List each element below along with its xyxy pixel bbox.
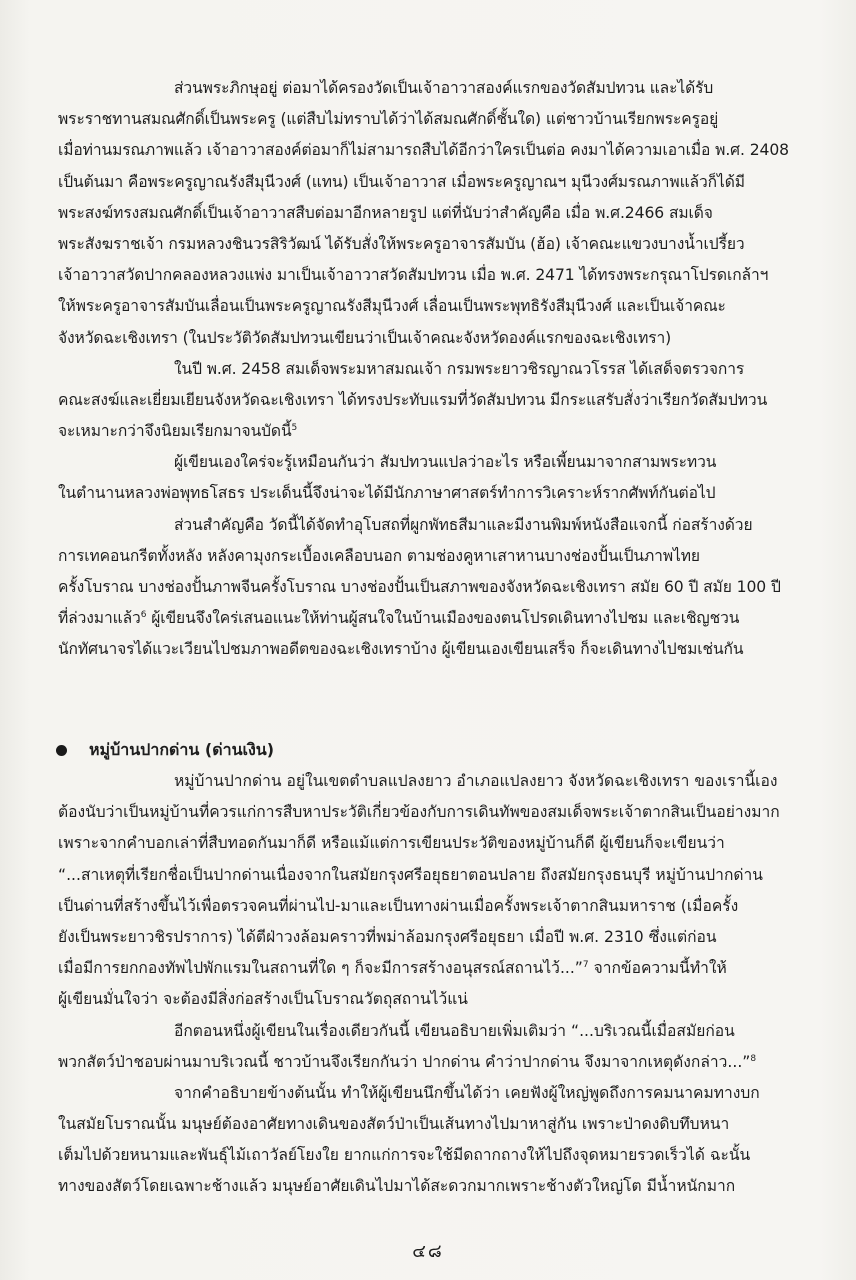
footnote-marker: 6 xyxy=(140,610,147,621)
line-text: ทางของสัตว์โดยเฉพาะช้างแล้ว มนุษย์อาศัยเดินไปมาได้สะดวกมากเพราะช้างตัวใหญ่โต มีน้ำหนักมาก xyxy=(58,1177,736,1196)
body-text-bottom xyxy=(58,766,828,1203)
line-text: ผู้เขียนมั่นใจว่า จะต้องมีสิ่งก่อสร้างเป็นโบราณวัตถุสถานไว้แน่ xyxy=(58,990,468,1009)
text-line xyxy=(58,229,828,260)
text-line xyxy=(58,104,828,135)
footnote-marker: 8 xyxy=(750,1053,757,1064)
line-text: การเทคอนกรีตทั้งหลัง หลังคามุงกระเบื้องเคลือบนอก ตามช่องคูหาเสาหานบางช่องปั้นเป็นภาพไทย xyxy=(58,546,700,565)
text-line xyxy=(58,385,828,416)
line-text: พระราชทานสมณศักดิ์เป็นพระครู (แต่สืบไม่ทราบได้ว่าได้สมณศักดิ์ชั้นใด) แต่ชาวบ้านเรียกพระครูอยู่ xyxy=(58,110,719,129)
line-text: “...สาเหตุที่เรียกชื่อเป็นปากด่านเนื่องจากในสมัยกรุงศรีอยุธยาตอนปลาย ถึงสมัยกรุงธนบุรี หมู่บ้านปากด่าน xyxy=(58,865,763,884)
line-text: เมื่อท่านมรณภาพแล้ว เจ้าอาวาสองค์ต่อมาก็ไม่สามารถสืบได้อีกว่าใครเป็นต่อ คงมาได้ความเอาเมื่อ พ.ศ. 2408 xyxy=(58,141,789,160)
text-line xyxy=(58,167,828,198)
text-line xyxy=(58,922,828,953)
text-line xyxy=(58,447,828,478)
text-line xyxy=(58,291,828,322)
line-text: ผู้เขียนเองใคร่จะรู้เหมือนกันว่า สัมปทวนแปลว่าอะไร หรือเพี้ยนมาจากสามพระทวน xyxy=(174,453,717,472)
text-line xyxy=(58,953,828,984)
text-line xyxy=(58,1016,828,1047)
line-text: จากคำอธิบายข้างต้นนั้น ทำให้ผู้เขียนนึกขึ้นได้ว่า เคยฟังผู้ใหญ่พูดถึงการคมนาคมทางบก xyxy=(174,1083,760,1102)
line-text: จะเหมาะกว่าจึงนิยมเรียกมาจนบัดนี้ xyxy=(58,422,292,441)
text-line xyxy=(58,510,828,541)
page-number: ๔๘ xyxy=(412,1241,444,1262)
bullet-icon xyxy=(56,745,67,756)
line-text: นักทัศนาจรได้แวะเวียนไปชมภาพอดีตของฉะเชิงเทราบ้าง ผู้เขียนเองเขียนเสร็จ ก็จะเดินทางไปชมเช่นกัน xyxy=(58,640,744,659)
text-line xyxy=(58,260,828,291)
line-text: เพราะจากคำบอกเล่าที่สืบทอดกันมาก็ดี หรือแม้แต่การเขียนประวัติของหมู่บ้านก็ดี ผู้เขียนก็จะเขียนว่า xyxy=(58,834,725,853)
line-text: ให้พระครูอาจารสัมบันเลื่อนเป็นพระครูญาณรังสีมุนีวงศ์ เลื่อนเป็นพระพุทธิรังสีมุนีวงศ์ และเป็นเจ้าคณะ xyxy=(58,297,726,316)
text-line xyxy=(58,1078,828,1109)
text-line xyxy=(58,634,828,665)
body-text-top xyxy=(58,73,828,666)
line-text: คณะสงฆ์และเยี่ยมเยียนจังหวัดฉะเชิงเทรา ได้ทรงประทับแรมที่วัดสัมปทวน มีกระแสรับสั่งว่าเรียกวัดสัมปทวน xyxy=(58,390,768,409)
text-line xyxy=(58,198,828,229)
footnote-marker: 5 xyxy=(291,423,298,434)
line-text: เจ้าอาวาสวัดปากคลองหลวงแพ่ง มาเป็นเจ้าอาวาสวัดสัมปทวน เมื่อ พ.ศ. 2471 ได้ทรงพระกรุณาโปรดเกล้าฯ xyxy=(58,266,769,285)
text-line xyxy=(58,541,828,572)
section-heading-row xyxy=(52,735,812,765)
text-line xyxy=(58,135,828,166)
line-text: ต้องนับว่าเป็นหมู่บ้านที่ควรแก่การสืบหาประวัติเกี่ยวข้องกับการเดินทัพของสมเด็จพระเจ้าตากสินเป็นอย่างมาก xyxy=(58,803,780,822)
line-text: ในสมัยโบราณนั้น มนุษย์ต้องอาศัยทางเดินของสัตว์ป่าเป็นเส้นทางไปมาหาสู่กัน เพราะป่าดงดิบทึบหนา xyxy=(58,1115,730,1134)
line-text: เป็นต้นมา คือพระครูญาณรังสีมุนีวงศ์ (แทน) เป็นเจ้าอาวาส เมื่อพระครูญาณฯ มุนีวงศ์มรณภาพแล้วก็ได้มี xyxy=(58,172,745,191)
text-line xyxy=(58,1047,828,1078)
text-line xyxy=(58,416,828,447)
line-text: ส่วนพระภิกษุอยู่ ต่อมาได้ครองวัดเป็นเจ้าอาวาสองค์แรกของวัดสัมปทวน และได้รับ xyxy=(174,79,714,97)
line-text-continued: ผู้เขียนจึงใคร่เสนอแนะให้ท่านผู้สนใจในบ้านเมืองของตนโปรดเดินทางไปชม และเชิญชวน xyxy=(146,609,740,628)
line-text: ส่วนสำคัญคือ วัดนี้ได้จัดทำอุโบสถที่ผูกพัทธสีมาและมีงานพิมพ์หนังสือแจกนี้ ก่อสร้างด้วย xyxy=(174,515,753,534)
text-line xyxy=(58,891,828,922)
line-text: ในปี พ.ศ. 2458 สมเด็จพระมหาสมณเจ้า กรมพระยาวชิรญาณวโรรส ได้เสด็จตรวจการ xyxy=(174,359,745,378)
text-line xyxy=(58,572,828,603)
text-line xyxy=(58,478,828,509)
text-line xyxy=(58,1171,828,1202)
footnote-marker: 7 xyxy=(582,960,589,971)
line-text: ยังเป็นพระยาวชิรปราการ) ได้ตีฝ่าวงล้อมคราวที่พม่าล้อมกรุงศรีอยุธยา เมื่อปี พ.ศ. 2310 ซึ่งแต่ก่อน xyxy=(58,927,717,946)
text-line xyxy=(58,354,828,385)
line-text-continued: จากข้อความนี้ทำให้ xyxy=(588,959,727,978)
line-text: อีกตอนหนึ่งผู้เขียนในเรื่องเดียวกันนี้ เขียนอธิบายเพิ่มเติมว่า “...บริเวณนี้เมื่อสมัยก่อน xyxy=(174,1021,735,1040)
line-text: เมื่อมีการยกกองทัพไปพักแรมในสถานที่ใด ๆ ก็จะมีการสร้างอนุสรณ์สถานไว้...” xyxy=(58,959,583,978)
line-text: หมู่บ้านปากด่าน อยู่ในเขตตำบลแปลงยาว อำเภอแปลงยาว จังหวัดฉะเชิงเทรา ของเรานี้เอง xyxy=(174,772,778,790)
text-line xyxy=(58,73,828,104)
text-line xyxy=(58,860,828,891)
line-text: พระสงฆ์ทรงสมณศักดิ์เป็นเจ้าอาวาสสืบต่อมาอีกหลายรูป แต่ที่นับว่าสำคัญคือ เมื่อ พ.ศ.2466 สมเด็จ xyxy=(58,203,713,222)
text-line xyxy=(58,984,828,1015)
line-text: ครั้งโบราณ บางช่องปั้นภาพจีนครั้งโบราณ บางช่องปั้นเป็นสภาพของจังหวัดฉะเชิงเทรา สมัย 60 ปี สมัย 100 ปี xyxy=(58,578,781,596)
line-text: พวกสัตว์ป่าชอบผ่านมาบริเวณนี้ ชาวบ้านจึงเรียกกันว่า ปากด่าน คำว่าปากด่าน จึงมาจากเหตุดังกล่าว...” xyxy=(58,1052,751,1071)
section-heading: หมู่บ้านปากด่าน (ด่านเงิน) xyxy=(89,739,275,759)
line-text: เป็นด่านที่สร้างขึ้นไว้เพื่อตรวจคนที่ผ่านไป-มาและเป็นทางผ่านเมื่อครั้งพระเจ้าตากสินมหาราช (เมื่อครั้ง xyxy=(58,896,739,915)
line-text: จังหวัดฉะเชิงเทรา (ในประวัติวัดสัมปทวนเขียนว่าเป็นเจ้าคณะจังหวัดองค์แรกของฉะเชิงเทรา) xyxy=(58,328,672,347)
text-line xyxy=(58,603,828,634)
line-text: เต็มไปด้วยหนามและพันธุ์ไม้เถาวัลย์โยงใย ยากแก่การจะใช้มีดถากถางให้ไปถึงจุดหมายรวดเร็วได้ ฉะนั้น xyxy=(58,1146,751,1165)
text-line xyxy=(58,1140,828,1171)
text-line xyxy=(58,323,828,354)
line-text: พระสังฆราชเจ้า กรมหลวงชินวรสิริวัฒน์ ได้รับสั่งให้พระครูอาจารสัมบัน (ฮ้อ) เจ้าคณะแขวงบางน้ำเปรี้ยว xyxy=(58,234,745,253)
line-text: ในตำนานหลวงพ่อพุทธโสธร ประเด็นนี้จึงน่าจะได้มีนักภาษาศาสตร์ทำการวิเคราะห์รากศัพท์กันต่อไป xyxy=(58,484,716,503)
text-line xyxy=(58,797,828,828)
text-line xyxy=(58,828,828,859)
text-line xyxy=(58,1109,828,1140)
line-text: ที่ล่วงมาแล้ว xyxy=(58,609,141,628)
text-line xyxy=(58,766,828,797)
